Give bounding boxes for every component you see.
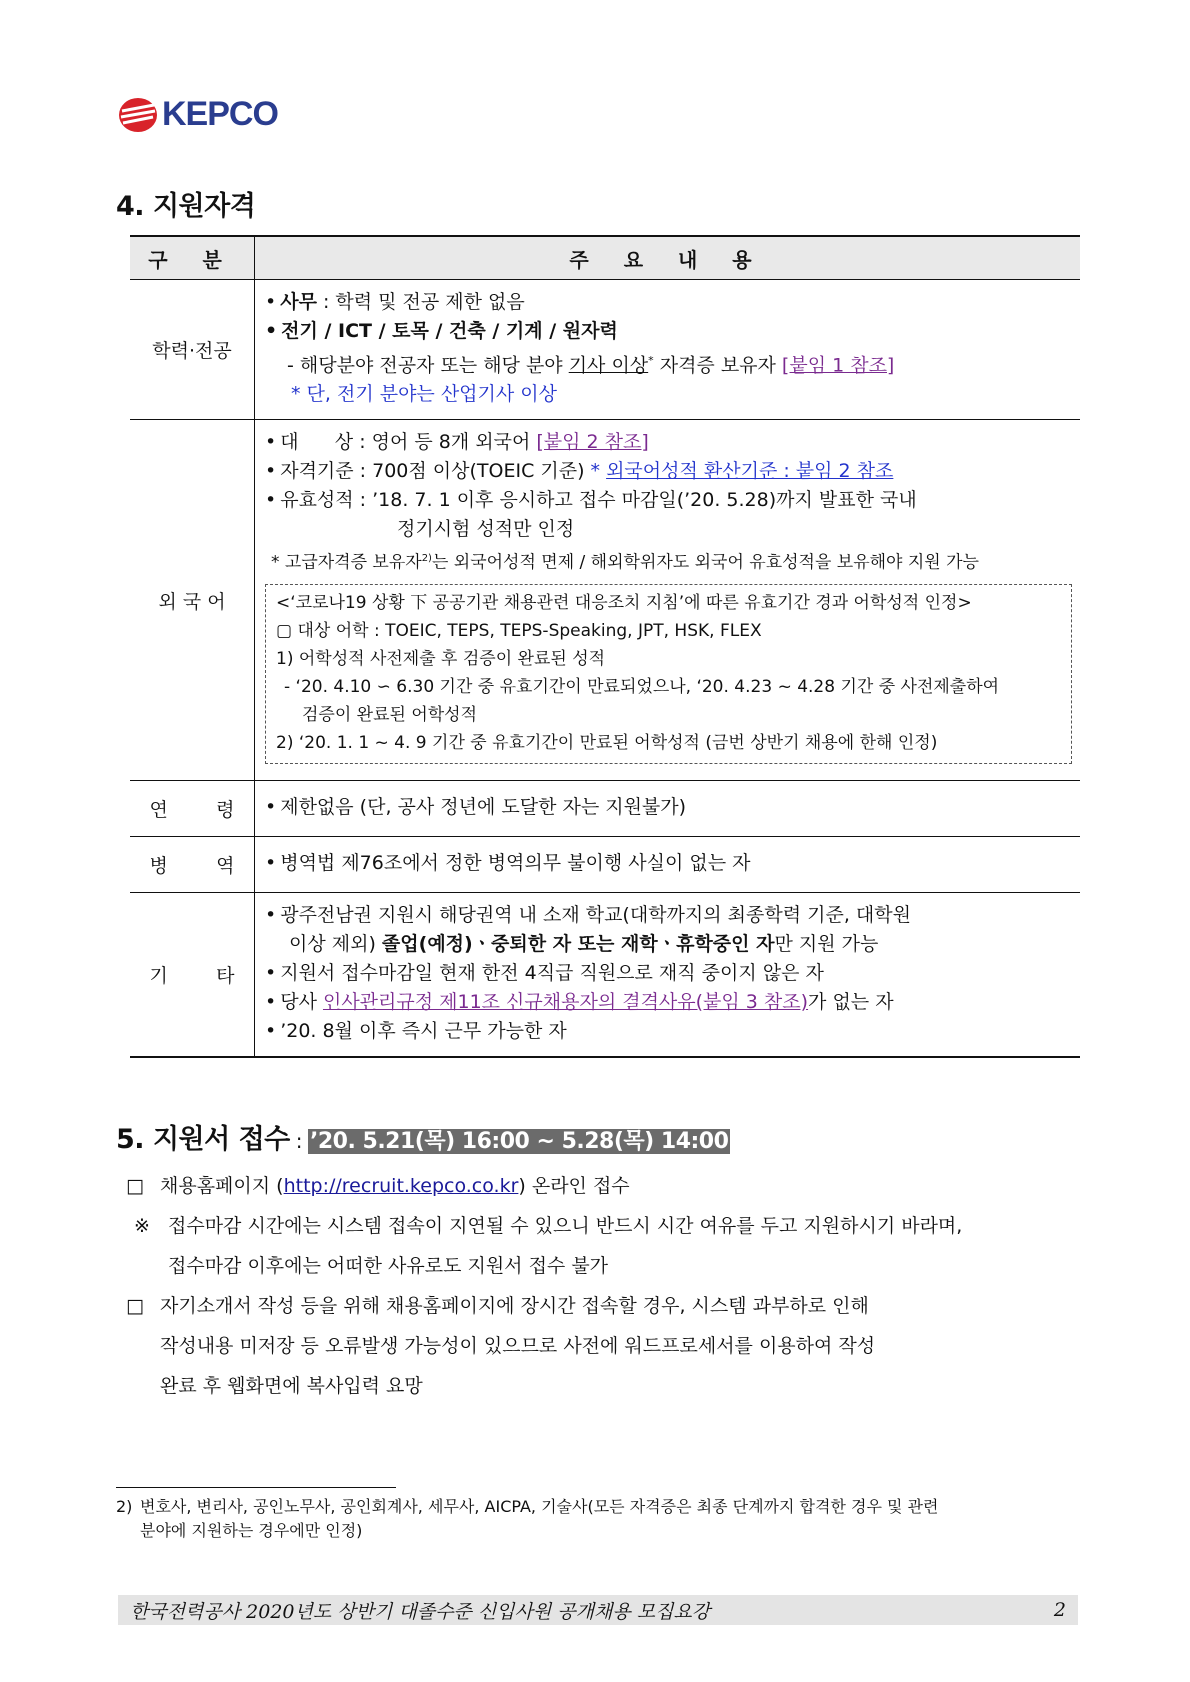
- row-education: [130, 280, 1080, 420]
- row-etc: [130, 892, 1080, 1057]
- edu-line-1: • 사무 : 학력 및 전공 제한 없음: [265, 288, 1080, 317]
- footnote: 2) 변호사, 변리사, 공인노무사, 공인회계사, 세무사, AICPA, 기술사(모든 자격증은 최종 단계까지 합격한 경우 및 관련 분야에 지원하는 경우에만 인정): [116, 1497, 939, 1540]
- page-number: 2: [1053, 1599, 1066, 1621]
- category-language: 외 국 어: [130, 420, 255, 781]
- logo-text: KEPCO: [162, 95, 278, 133]
- section5-title: 5. 지원서 접수 : ’20. 5.21(목) 16:00 ~ 5.28(목) 14:00: [116, 1124, 729, 1155]
- kepco-emblem-icon: [118, 97, 158, 133]
- header-category: 구 분: [130, 236, 255, 280]
- military-line-1: • 병역법 제76조에서 정한 병역의무 불이행 사실이 없는 자: [265, 849, 1080, 878]
- table-header: [130, 236, 1080, 280]
- lang-line-5: * 고급자격증 보유자$^{2)}$는 외국어성적 면제 / 해외학위자도 외국어 유효성적을 보유해야 지원 가능: [271, 552, 979, 573]
- section4-title: 4. 지원자격: [116, 191, 256, 222]
- appendix3-link[interactable]: 인사관리규정 제11조 신규채용자의 결격사유(붙임 3 참조): [322, 990, 809, 1013]
- footer-title: 한국전력공사 2020년도 상반기 대졸수준 신입사원 공개채용 모집요강: [130, 1600, 711, 1623]
- note-item: ※ 접수마감 시간에는 시스템 접속이 지연될 수 있으니 반드시 시간 여유를 두고 지원하시기 바라며, 접수마감 이후에는 어떠한 사유로도 지원서 접수 불가: [126, 1206, 1082, 1286]
- etc-line-2: 이상 제외) 졸업(예정)ㆍ중퇴한 자 또는 재학ㆍ휴학중인 자만 지원 가능: [289, 932, 879, 955]
- lang-line-1: • 대 상 : 영어 등 8개 외국어 [붙임 2 참조]: [265, 428, 1080, 457]
- self-intro-item: □ 자기소개서 작성 등을 위해 채용홈페이지에 장시간 접속할 경우, 시스템 과부하로 인해 작성내용 미저장 등 오류발생 가능성이 있으므로 사전에 워드프로세서를 이용하여 작성 완료 후 웹화면에 복사입력 요망: [126, 1286, 1082, 1406]
- row-age: [130, 780, 1080, 836]
- lang-line-2: • 자격기준 : 700점 이상(TOEIC 기준) * 외국어성적 환산기준 : 붙임 2 참조: [265, 457, 1080, 486]
- appendix2-link[interactable]: [붙임 2 참조]: [536, 431, 649, 454]
- edu-line-4: * 단, 전기 분야는 산업기사 이상: [291, 383, 557, 406]
- section5-body: [126, 1166, 1082, 1406]
- footnote-divider: [116, 1487, 396, 1488]
- content-age: [255, 780, 1081, 836]
- etc-line-3: • 지원서 접수마감일 현재 한전 4직급 직원으로 재직 중이지 않은 자: [265, 959, 1080, 988]
- content-language: [255, 420, 1081, 781]
- content-military: [255, 836, 1081, 892]
- appendix1-link[interactable]: [붙임 1 참조]: [781, 354, 895, 377]
- box-line-4: 검증이 완료된 어학성적: [302, 704, 478, 725]
- etc-line-1: • 광주전남권 지원시 해당권역 내 소재 학교(대학까지의 최종학력 기준, 대학원: [265, 901, 1080, 930]
- category-etc: 기 타: [130, 892, 255, 1057]
- box-line-2: 1) 어학성적 사전제출 후 검증이 완료된 성적: [276, 648, 606, 669]
- reference-mark-icon: ※: [134, 1215, 150, 1237]
- kepco-logo: [118, 95, 278, 134]
- box-title: <‘코로나19 상황 下 공공기관 채용관련 대응조치 지침’에 따른 유효기간 경과 어학성적 인정>: [276, 592, 972, 613]
- lang-line-3: • 유효성적 : ’18. 7. 1 이후 응시하고 접수 마감일(’20. 5.28)까지 발표한 국내: [265, 486, 1080, 515]
- box-line-1: ▢ 대상 어학 : TOEIC, TEPS, TEPS-Speaking, JPT, HSK, FLEX: [276, 620, 762, 641]
- etc-line-5: • ’20. 8월 이후 즉시 근무 가능한 자: [265, 1017, 1080, 1046]
- row-language: [130, 420, 1080, 781]
- checkbox-icon: □: [126, 1295, 144, 1317]
- lang-line-4: 정기시험 성적만 인정: [397, 518, 575, 541]
- conversion-link[interactable]: 외국어성적 환산기준 : 붙임 2 참조: [606, 460, 894, 483]
- checkbox-icon: □: [126, 1175, 144, 1197]
- edu-line-2: • 전기 / ICT / 토목 / 건축 / 기계 / 원자력: [265, 317, 1080, 346]
- covid-notice-box: [265, 584, 1072, 764]
- recruit-site-link[interactable]: http://recruit.kepco.co.kr: [283, 1175, 519, 1197]
- header-content: 주 요 내 용: [255, 236, 1081, 280]
- category-military: 병 역: [130, 836, 255, 892]
- etc-line-4: • 당사 인사관리규정 제11조 신규채용자의 결격사유(붙임 3 참조)가 없는 자: [265, 988, 1080, 1017]
- edu-line-3: - 해당분야 전공자 또는 해당 분야 기사 이상* 자격증 보유자 [붙임 1 참조]: [287, 354, 895, 377]
- box-line-5: 2) ‘20. 1. 1 ~ 4. 9 기간 중 유효기간이 만료된 어학성적 (금번 상반기 채용에 한해 인정): [276, 732, 938, 753]
- category-education: 학력·전공: [130, 280, 255, 420]
- row-military: [130, 836, 1080, 892]
- apply-online-item: □ 채용홈페이지 (http://recruit.kepco.co.kr) 온라인 접수: [126, 1166, 1082, 1206]
- category-age: 연 령: [130, 780, 255, 836]
- application-period: ’20. 5.21(목) 16:00 ~ 5.28(목) 14:00: [310, 1129, 729, 1154]
- content-etc: [255, 892, 1081, 1057]
- box-line-3: - ‘20. 4.10 ∽ 6.30 기간 중 유효기간이 만료되었으나, ‘20. 4.23 ~ 4.28 기간 중 사전제출하여: [284, 676, 1000, 697]
- qualification-table: [130, 235, 1080, 1058]
- age-line-1: • 제한없음 (단, 공사 정년에 도달한 자는 지원불가): [265, 793, 1080, 822]
- page-footer: [118, 1595, 1078, 1625]
- content-education: [255, 280, 1081, 420]
